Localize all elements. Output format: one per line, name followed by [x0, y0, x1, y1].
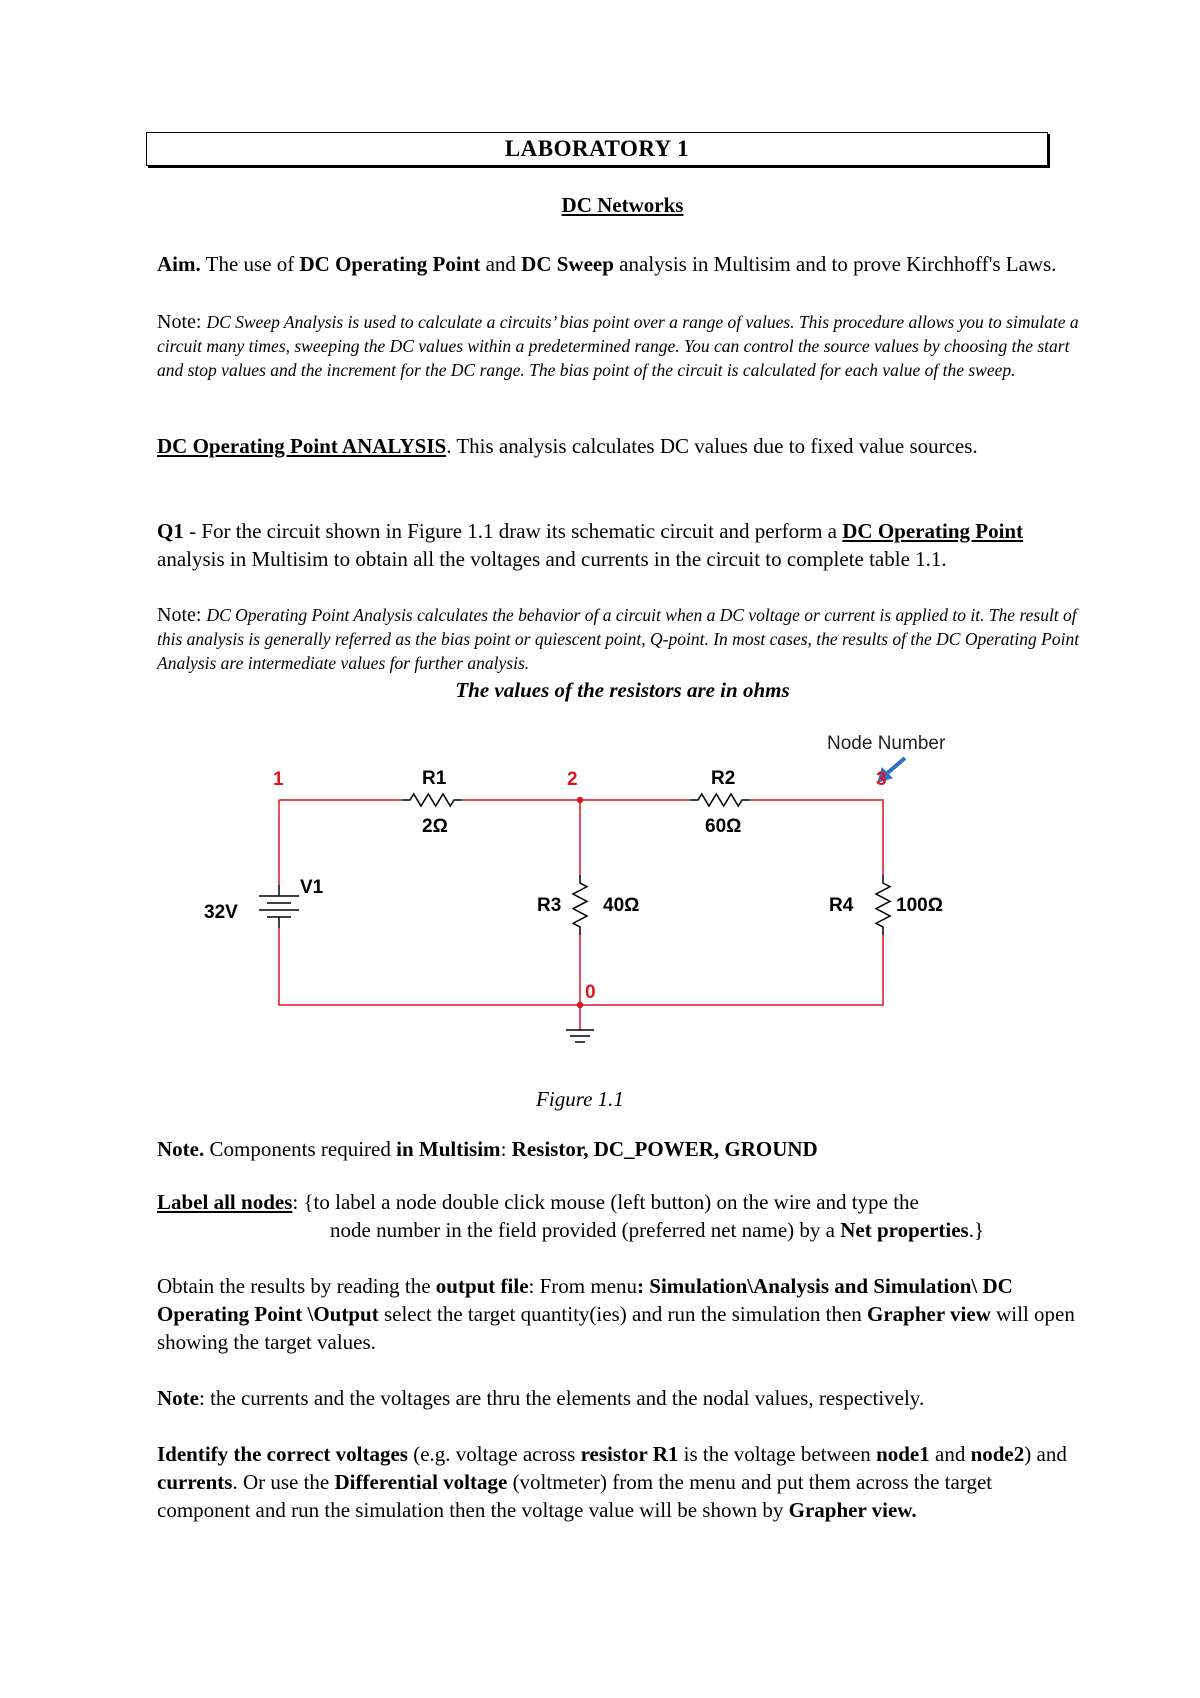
label-nodes-text-3: .}: [968, 1218, 985, 1242]
label-nodes-paragraph: [157, 1188, 1087, 1244]
obtain-text-4: will open showing the target values.: [157, 1302, 1075, 1354]
obtain-bold-2: : Simulation\Analysis and Simulation\ DC Operating Point \Output: [157, 1274, 1013, 1326]
identify-text-3: and: [929, 1442, 971, 1466]
label-nodes-bold: Net properties: [840, 1218, 969, 1242]
node-label-1: 1: [273, 769, 284, 790]
label-nodes-heading: Label all nodes: [157, 1190, 293, 1214]
obtain-paragraph: [157, 1272, 1087, 1356]
components-bold-2: Resistor, DC_POWER, GROUND: [511, 1137, 818, 1161]
aim-bold-1: DC Operating Point: [299, 252, 481, 276]
components-text-2: :: [500, 1137, 512, 1161]
label-nodes-text-1: : {to label a node double click mouse (left button) on the wire and type the: [292, 1190, 919, 1214]
components-label: Note.: [157, 1137, 205, 1161]
identify-bold-6: Differential voltage: [334, 1470, 508, 1494]
label-nodes-text-2: node number in the field provided (preferred net name) by a: [330, 1218, 841, 1242]
note-text: DC Operating Point Analysis calculates the behavior of a circuit when a DC voltage or current is applied to it. The result of this analysis is generally referred as the bias point or quiescent point, Q-point. In most cases, the results of the DC Operating Point Analysis are intermediate values for further analysis.: [157, 605, 1080, 673]
aim-label: Aim.: [157, 252, 201, 276]
obtain-text-1: Obtain the results by reading the: [157, 1274, 436, 1298]
battery-v1-symbol: [259, 896, 299, 917]
ground-icon: [566, 1030, 594, 1042]
identify-bold-4: node2: [970, 1442, 1025, 1466]
r4-name: R4: [829, 895, 854, 916]
aim-text-3: analysis in Multisim and to prove Kirchhoff's Laws.: [613, 252, 1057, 276]
components-paragraph: [157, 1135, 1087, 1163]
q1-label: Q1: [157, 519, 184, 543]
wire-bottom-loop: [279, 928, 883, 1005]
note3-text: : the currents and the voltages are thru the elements and the nodal values, respectively.: [198, 1386, 925, 1410]
identify-bold-5: currents: [157, 1470, 233, 1494]
r2-value: 60Ω: [705, 816, 742, 837]
r4-value: 100Ω: [896, 895, 943, 916]
lab-title: LABORATORY 1: [146, 132, 1048, 166]
obtain-bold-3: Grapher view: [867, 1302, 991, 1326]
wire-top-right: [750, 800, 883, 875]
identify-text-2: is the voltage between: [678, 1442, 877, 1466]
components-text-1: Components required: [204, 1137, 397, 1161]
note-label: Note:: [157, 311, 207, 333]
aim-text-1: The use of: [200, 252, 300, 276]
aim-text-2: and: [480, 252, 522, 276]
node-number-label: Node Number: [827, 733, 946, 754]
identify-paragraph: [157, 1440, 1087, 1524]
components-bold-1: in Multisim: [396, 1137, 501, 1161]
dc-op-text: . This analysis calculates DC values due to fixed value sources.: [446, 434, 978, 458]
note-text: DC Sweep Analysis is used to calculate a circuits’ bias point over a range of values. This procedure allows you to simulate a circuit many times, sweeping the DC values within a predetermined range. You can control the source values by choosing the start and stop values and the increment for the DC range. The bias point of the circuit is calculated for each value of the sweep.: [157, 312, 1079, 380]
lab-subtitle: DC Networks: [561, 193, 684, 217]
resistor-r2-symbol: [690, 794, 750, 806]
resistor-r3-symbol: [573, 875, 587, 935]
r1-value: 2Ω: [422, 816, 448, 837]
node-label-2: 2: [567, 769, 578, 790]
junction-dot: [578, 1003, 583, 1008]
v1-value: 32V: [204, 902, 238, 923]
identify-text-4: ) and: [1024, 1442, 1067, 1466]
r1-name: R1: [422, 768, 447, 789]
dc-op-heading: DC Operating Point ANALYSIS: [157, 434, 447, 458]
note3-label: Note: [157, 1386, 199, 1410]
figure-caption: Figure 1.1: [536, 1087, 624, 1111]
identify-bold-2: resistor R1: [580, 1442, 679, 1466]
node-label-0: 0: [585, 982, 596, 1003]
obtain-text-3: select the target quantity(ies) and run the simulation then: [378, 1302, 868, 1326]
identify-bold-7: Grapher view.: [788, 1498, 917, 1522]
junction-dot: [578, 798, 583, 803]
r2-name: R2: [711, 768, 736, 789]
identify-text-5: . Or use the: [232, 1470, 335, 1494]
aim-bold-2: DC Sweep: [521, 252, 614, 276]
r3-name: R3: [537, 895, 562, 916]
node-label-3: 3: [876, 769, 887, 790]
resistor-r1-symbol: [402, 794, 462, 806]
q1-link: DC Operating Point: [842, 519, 1024, 543]
v1-name: V1: [300, 877, 324, 898]
r3-value: 40Ω: [603, 895, 640, 916]
resistor-r4-symbol: [876, 875, 890, 935]
resistor-note: The values of the resistors are in ohms: [455, 678, 790, 702]
identify-bold-1: Identify the correct voltages: [157, 1442, 408, 1466]
identify-text-1: (e.g. voltage across: [407, 1442, 581, 1466]
note-label: Note:: [157, 604, 207, 626]
note3-paragraph: [157, 1384, 1087, 1412]
identify-bold-3: node1: [876, 1442, 930, 1466]
q1-text-1: - For the circuit shown in Figure 1.1 draw its schematic circuit and perform a: [183, 519, 843, 543]
obtain-bold-1: output file: [435, 1274, 529, 1298]
obtain-text-2: : From menu: [528, 1274, 638, 1298]
identify-text-6: (voltmeter) from the menu and put them across the target component and run the simulation then the voltage value will be shown by: [157, 1470, 993, 1522]
q1-text-2: analysis in Multisim to obtain all the voltages and currents in the circuit to complete table 1.1.: [157, 547, 947, 571]
